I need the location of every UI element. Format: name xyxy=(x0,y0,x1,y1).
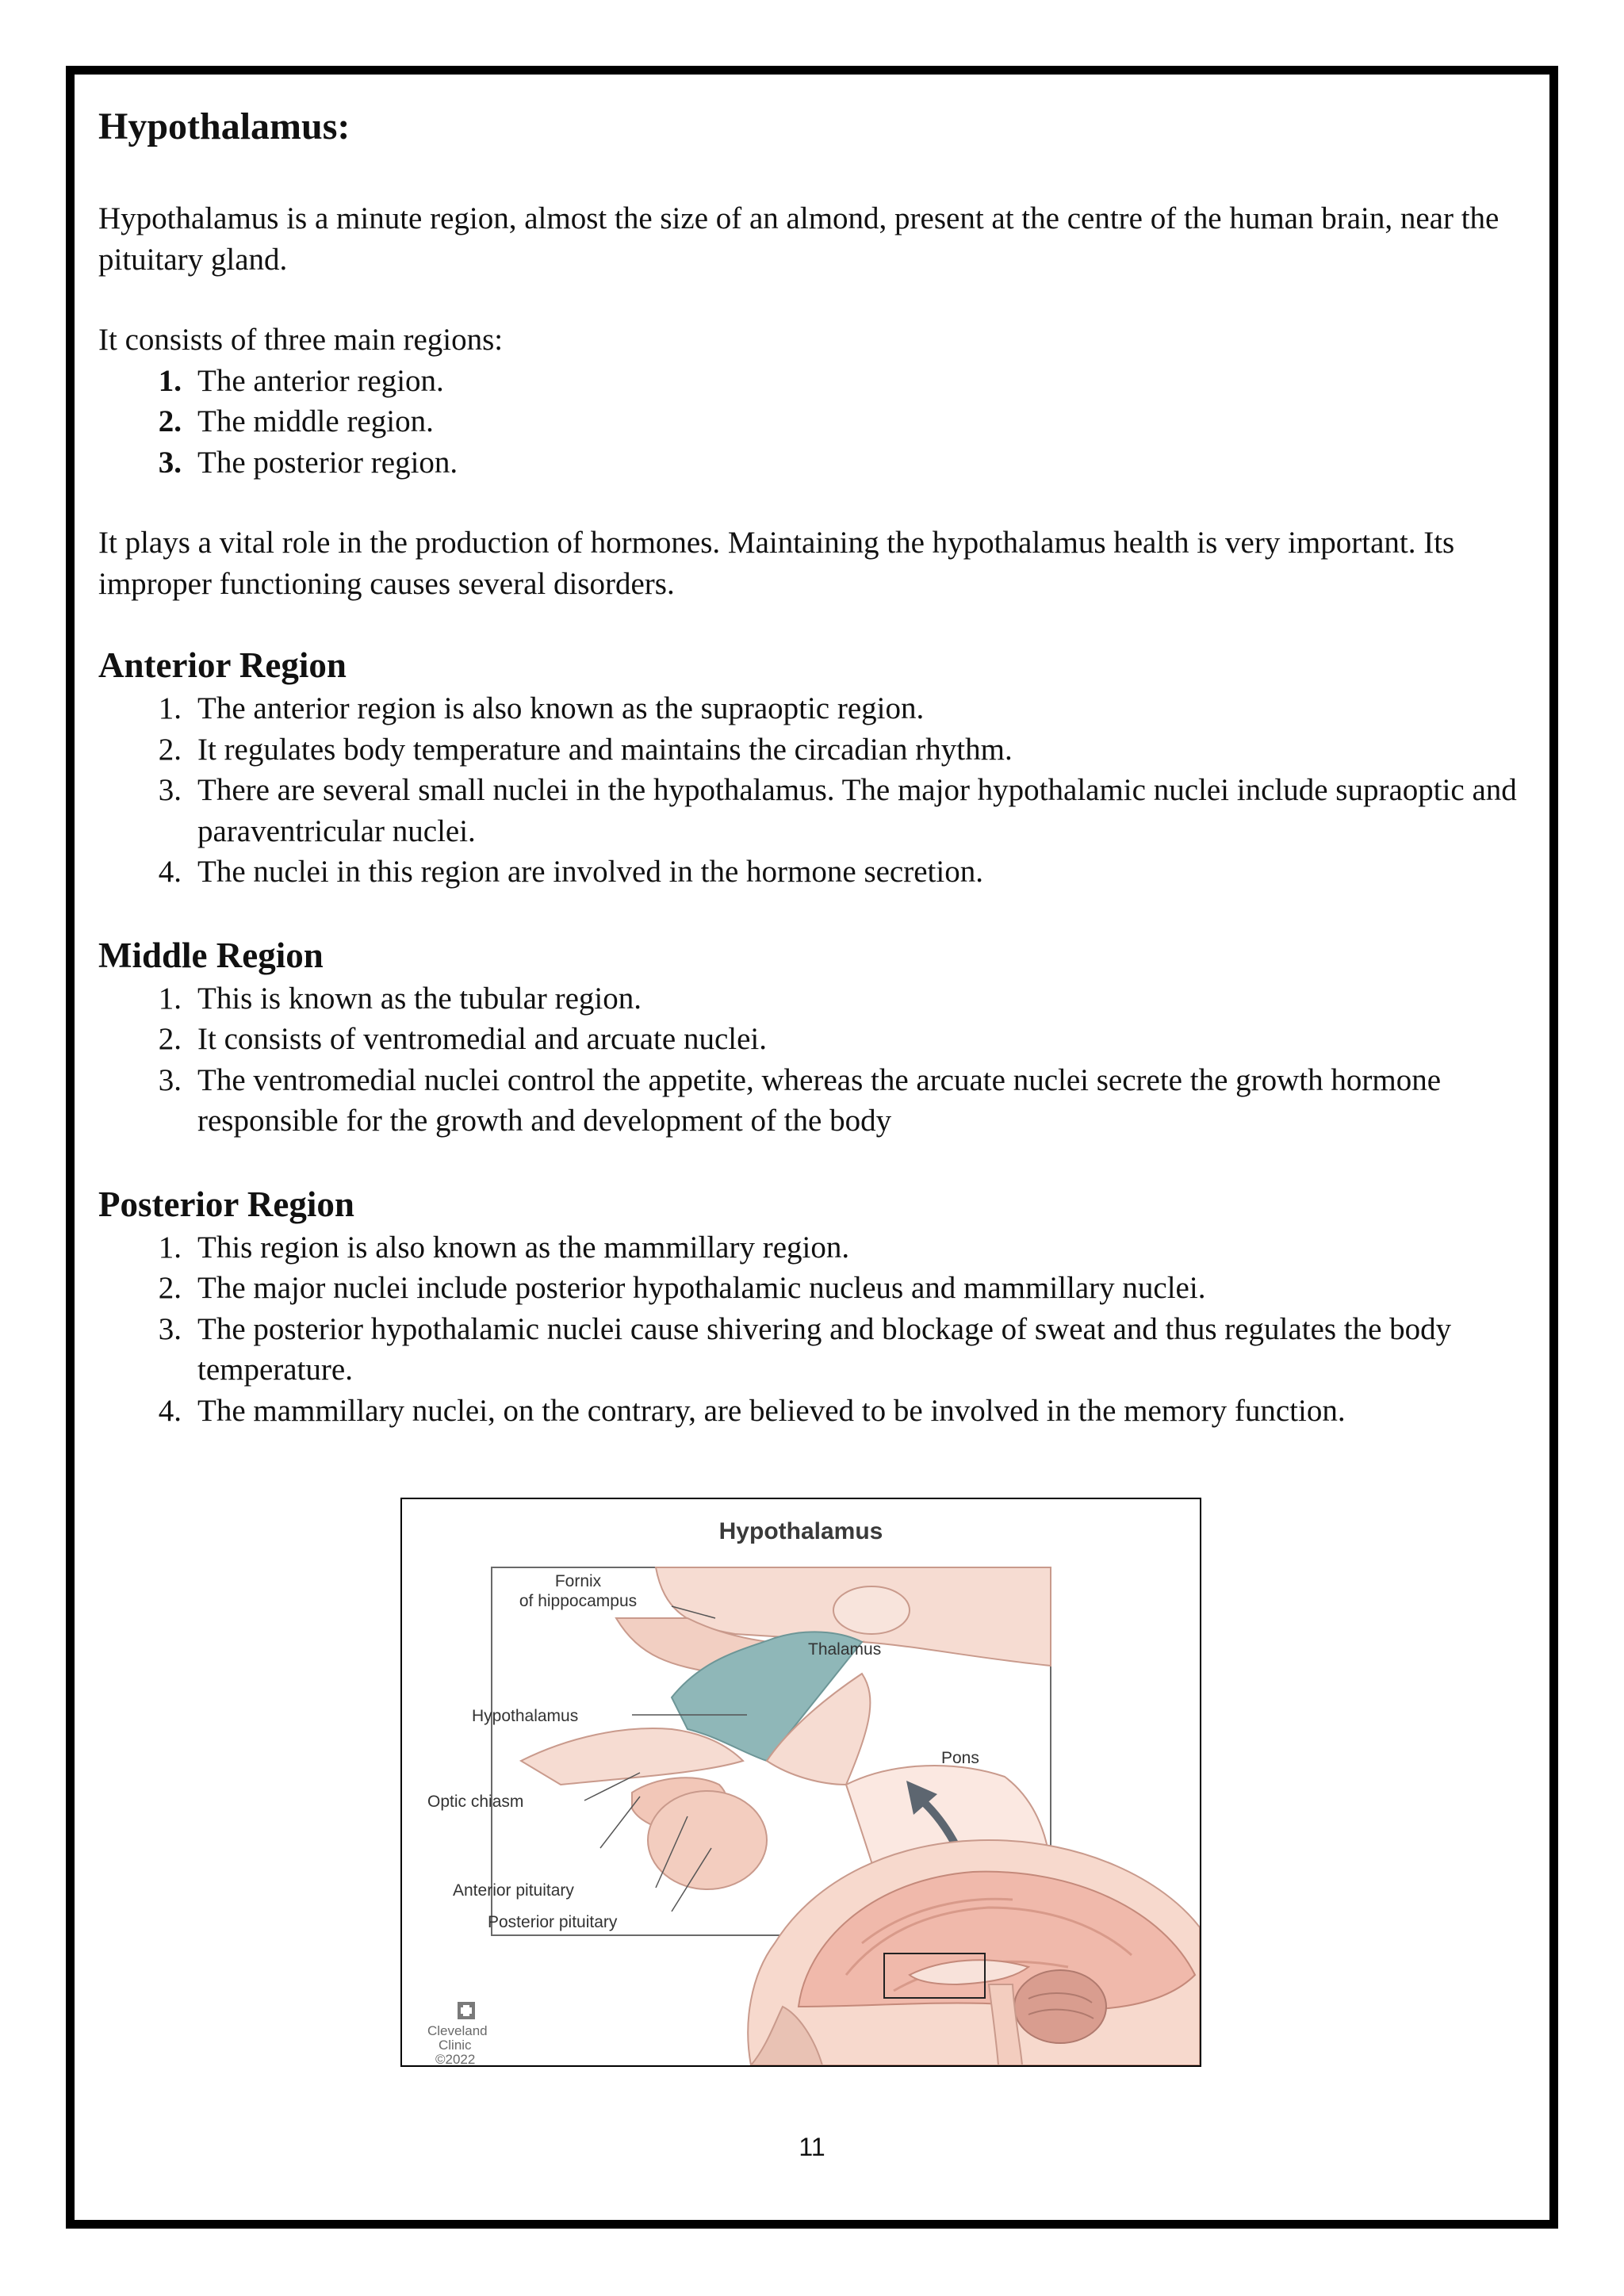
posterior-list xyxy=(98,1227,1526,1432)
list-text: This is known as the tubular region. xyxy=(197,981,642,1016)
label-fornix-line1: Fornix xyxy=(554,1572,602,1590)
label-hypothalamus: Hypothalamus xyxy=(472,1707,579,1725)
label-fornix-line2: of hippocampus xyxy=(519,1592,638,1610)
list-number: 4. xyxy=(158,855,182,889)
list-number: 3. xyxy=(158,1311,182,1346)
list-number: 1. xyxy=(158,363,182,398)
middle-item xyxy=(98,1060,1526,1142)
list-number: 2. xyxy=(158,1022,182,1056)
regions-list xyxy=(98,361,1526,484)
middle-item xyxy=(98,1019,1526,1060)
list-text: The nuclei in this region are involved in the hormone secretion. xyxy=(197,855,983,889)
figure-title: Hypothalamus xyxy=(718,1518,883,1544)
list-number: 4. xyxy=(158,1393,182,1428)
posterior-item xyxy=(98,1309,1526,1391)
list-number: 2. xyxy=(158,1271,182,1305)
label-anterior-pituitary: Anterior pituitary xyxy=(453,1881,574,1900)
list-text: The anterior region. xyxy=(197,363,444,398)
posterior-heading: Posterior Region xyxy=(98,1184,354,1224)
list-text: The posterior hypothalamic nuclei cause shivering and blockage of sweat and thus regulates the body temperature. xyxy=(197,1311,1452,1387)
label-posterior-pituitary: Posterior pituitary xyxy=(488,1913,618,1931)
list-number: 2. xyxy=(158,732,182,767)
middle-heading: Middle Region xyxy=(98,935,324,975)
posterior-item xyxy=(98,1227,1526,1269)
middle-list xyxy=(98,978,1526,1142)
label-pons: Pons xyxy=(941,1749,979,1767)
list-number: 3. xyxy=(158,773,182,807)
list-number: 3. xyxy=(158,1062,182,1097)
list-text: This region is also known as the mammillary region. xyxy=(197,1230,850,1265)
middle-item xyxy=(98,978,1526,1020)
list-number: 3. xyxy=(158,445,182,480)
credit-line3: ©2022 xyxy=(435,2052,476,2065)
list-number: 2. xyxy=(158,404,182,438)
anterior-list xyxy=(98,688,1526,893)
list-text: It regulates body temperature and maintains the circadian rhythm. xyxy=(197,732,1013,767)
anterior-item xyxy=(98,729,1526,771)
hypothalamus-illustration xyxy=(402,1499,1200,2065)
region-item xyxy=(98,361,1526,402)
list-text: The posterior region. xyxy=(197,445,458,480)
credit-line1: Cleveland xyxy=(427,2023,488,2038)
region-item xyxy=(98,401,1526,442)
role-paragraph: It plays a vital role in the production of hormones. Maintaining the hypothalamus health is very important. Its improper functioning causes several disorders. xyxy=(98,526,1455,601)
list-text: The ventromedial nuclei control the appetite, whereas the arcuate nuclei secrete the growth hormone responsible for the growth and development of the body xyxy=(197,1062,1441,1138)
list-number: 1. xyxy=(158,691,182,725)
label-optic-chiasm: Optic chiasm xyxy=(427,1793,524,1811)
cleveland-clinic-logo xyxy=(458,2002,475,2019)
list-number: 1. xyxy=(158,981,182,1016)
document-body xyxy=(98,94,1526,1431)
posterior-item xyxy=(98,1391,1526,1432)
list-text: The mammillary nuclei, on the contrary, are believed to be involved in the memory function. xyxy=(197,1393,1346,1428)
credit-line2: Clinic xyxy=(439,2038,472,2053)
regions-intro: It consists of three main regions: xyxy=(98,323,504,357)
anterior-heading: Anterior Region xyxy=(98,645,347,685)
page-title: Hypothalamus: xyxy=(98,105,350,147)
intro-paragraph: Hypothalamus is a minute region, almost the size of an almond, present at the centre of the human brain, near the pituitary gland. xyxy=(98,201,1500,277)
anterior-item xyxy=(98,688,1526,729)
list-text: There are several small nuclei in the hypothalamus. The major hypothalamic nuclei include supraoptic and paraventricular nuclei. xyxy=(197,773,1517,848)
region-item xyxy=(98,442,1526,484)
label-thalamus: Thalamus xyxy=(808,1640,882,1659)
head-cross-section xyxy=(748,1840,1200,2065)
list-number: 1. xyxy=(158,1230,182,1265)
page-number: 11 xyxy=(799,2133,825,2161)
list-text: The major nuclei include posterior hypothalamic nucleus and mammillary nuclei. xyxy=(197,1271,1206,1305)
posterior-item xyxy=(98,1268,1526,1309)
hypothalamus-figure xyxy=(400,1498,1201,2067)
anterior-item xyxy=(98,851,1526,893)
anterior-item xyxy=(98,770,1526,851)
list-text: It consists of ventromedial and arcuate nuclei. xyxy=(197,1022,767,1056)
list-text: The middle region. xyxy=(197,404,434,438)
list-text: The anterior region is also known as the supraoptic region. xyxy=(197,691,925,725)
